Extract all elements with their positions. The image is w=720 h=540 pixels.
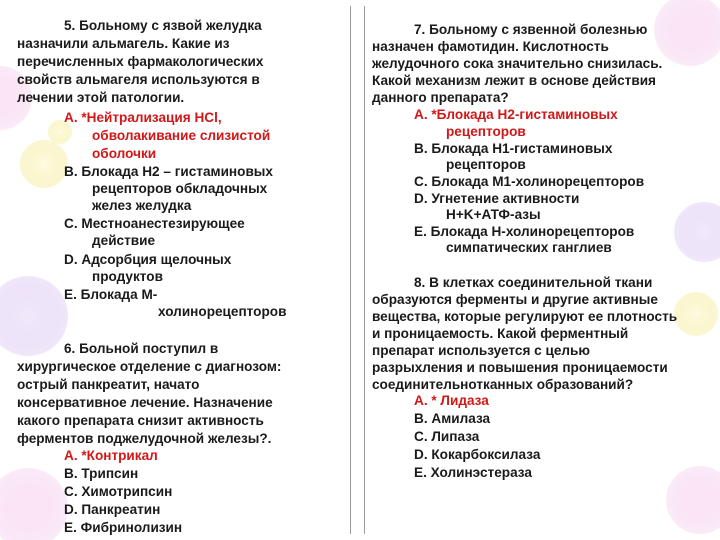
bubble xyxy=(674,292,718,336)
answer-option: B. Блокада H1-гистаминовых xyxy=(414,141,613,156)
question-text-line: 5. Больному с язвой желудка xyxy=(64,18,262,33)
question-text-line: острый панкреатит, начато xyxy=(17,377,200,392)
question-text-line: желудочного сока значительно снизилась. xyxy=(372,56,663,71)
question-text-line: назначен фамотидин. Кислотность xyxy=(372,39,609,54)
answer-option: D. Панкреатин xyxy=(64,502,161,517)
answer-option: B. Трипсин xyxy=(64,466,139,481)
question-text-line: Какой механизм лежит в основе действия xyxy=(372,73,656,88)
question-text-line: свойств альмагеля используются в xyxy=(17,72,260,87)
question-text-line: данного препарата? xyxy=(372,90,509,105)
answer-option: D. Угнетение активности xyxy=(414,191,580,206)
bubble xyxy=(654,0,720,66)
question-text-line: разрыхления и повышения проницаемости xyxy=(372,360,668,375)
bubble xyxy=(0,276,68,356)
answer-option: C. Блокада M1-холинорецепторов xyxy=(414,174,645,189)
answer-option: продуктов xyxy=(92,269,163,284)
question-text-line: 7. Больному с язвенной болезнью xyxy=(414,22,648,37)
bubble xyxy=(20,140,68,188)
answer-option: E. Холинэстераза xyxy=(414,465,532,480)
question-text-line: какого препарата снизит активность xyxy=(17,413,264,428)
bubble xyxy=(674,202,720,262)
question-text-line: образуются ферменты и другие активные xyxy=(372,292,658,307)
question-text-line: хирургическое отделение с диагнозом: xyxy=(17,359,282,374)
answer-option: B. Амилаза xyxy=(414,411,491,426)
question-text-line: препарат используется с целью xyxy=(372,343,591,358)
answer-option: B. Блокада H2 – гистаминовых xyxy=(64,164,273,179)
answer-option: C. Химотрипсин xyxy=(64,484,173,499)
answer-option: H+K+АТФ-азы xyxy=(446,207,541,222)
question-text-line: вещества, которые регулируют ее плотность xyxy=(372,309,678,324)
question-text-line: назначили альмагель. Какие из xyxy=(17,36,230,51)
answer-option: холинорецепторов xyxy=(158,304,287,319)
answer-option: C. Липаза xyxy=(414,429,480,444)
answer-option: D. Адсорбция щелочных xyxy=(64,252,232,267)
answer-option: рецепторов xyxy=(446,157,526,172)
bubble xyxy=(666,466,720,534)
answer-option: E. Фибринолизин xyxy=(64,520,183,535)
answer-option-correct: обволакивание слизистой xyxy=(92,128,271,143)
answer-option: симпатических ганглиев xyxy=(446,240,612,255)
answer-option-correct: A. * Лидаза xyxy=(414,393,489,408)
answer-option: D. Кокарбоксилаза xyxy=(414,447,541,462)
question-text-line: 6. Больной поступил в xyxy=(64,341,219,356)
column-divider-right xyxy=(364,6,365,534)
question-text-line: ферментов поджелудочной железы?. xyxy=(17,431,272,446)
answer-option-correct: оболочки xyxy=(92,146,157,161)
answer-option-correct: A. *Блокада H2-гистаминовых xyxy=(414,107,618,122)
answer-option: желез желудка xyxy=(92,198,192,213)
question-text-line: лечении этой патологии. xyxy=(17,90,185,105)
question-text-line: перечисленных фармакологических xyxy=(17,54,264,69)
answer-option: E. Блокада М- xyxy=(64,287,158,302)
question-text-line: консервативное лечение. Назначение xyxy=(17,395,273,410)
answer-option-correct: A. *Контрикал xyxy=(64,448,158,463)
answer-option: C. Местноанестезирующее xyxy=(64,216,245,231)
answer-option: действие xyxy=(92,233,156,248)
column-divider-left xyxy=(350,6,351,534)
answer-option-correct: рецепторов xyxy=(446,124,526,139)
question-text-line: 8. В клетках соединительной ткани xyxy=(414,275,653,290)
question-text-line: и проницаемость. Какой ферментный xyxy=(372,326,629,341)
answer-option-correct: A. *Нейтрализация HCl, xyxy=(64,110,222,125)
answer-option: рецепторов обкладочных xyxy=(92,181,268,196)
question-text-line: соединительнотканных образований? xyxy=(372,377,634,392)
bubble xyxy=(0,468,68,540)
answer-option: E. Блокада H-холинорецепторов xyxy=(414,224,635,239)
